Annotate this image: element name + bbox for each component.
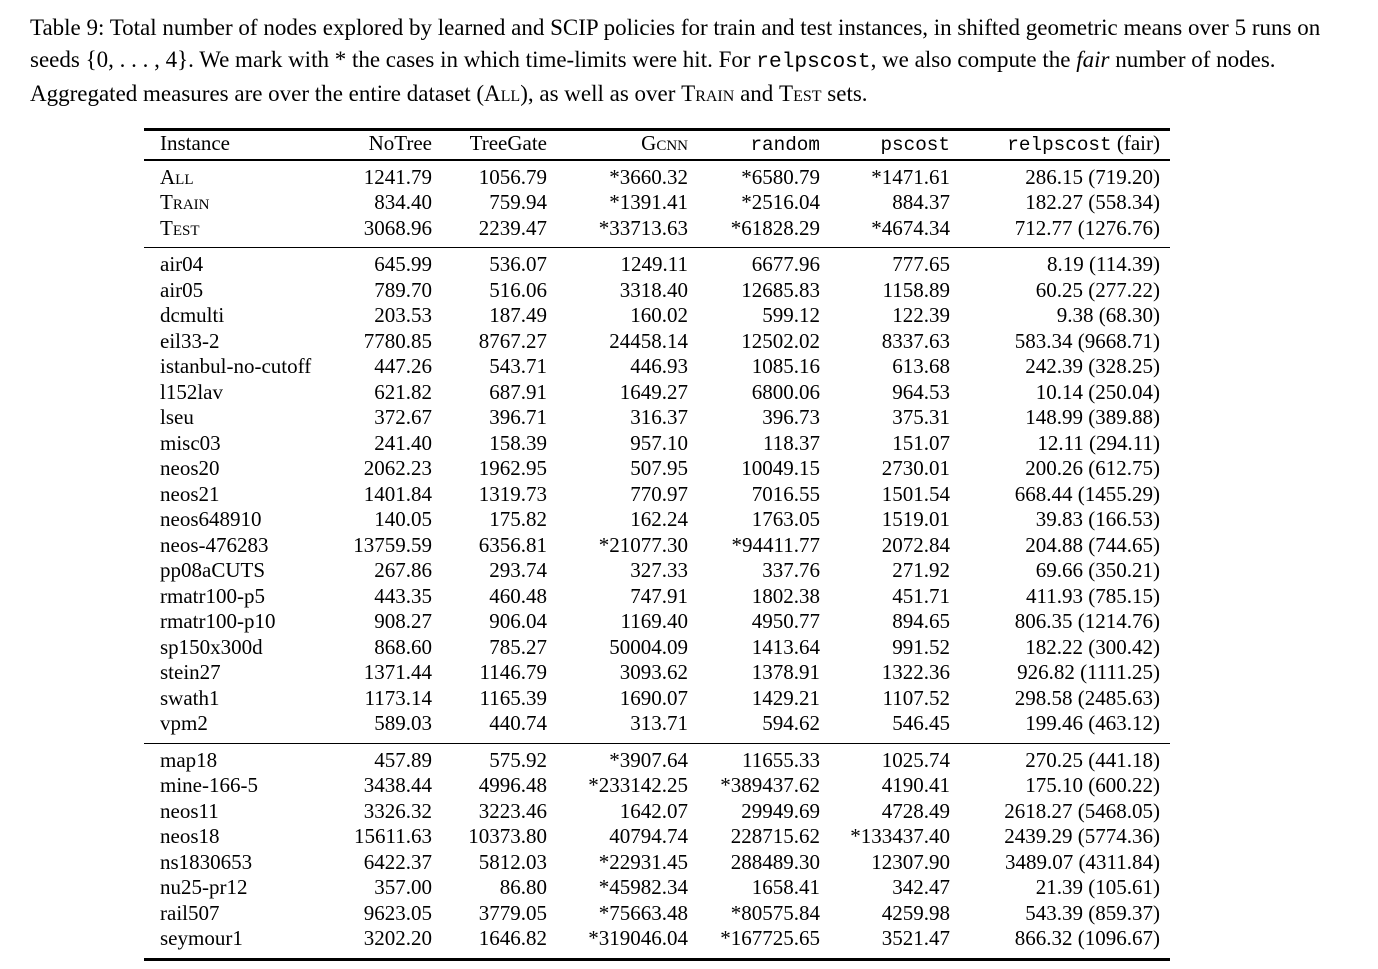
value-cell-random: 396.73 xyxy=(762,405,820,429)
value-cell-gcnn: 3093.62 xyxy=(619,660,688,684)
instance-name: neos18 xyxy=(160,824,220,848)
value-cell-relpscost: 298.58 (2485.63) xyxy=(1014,685,1160,710)
group-summary xyxy=(144,160,1170,248)
value-cell-random: *94411.77 xyxy=(731,532,820,557)
value-cell-gcnn: *33713.63 xyxy=(598,215,688,240)
caption-segment: Table 9: Total number of nodes explored by learned and SCIP policies for train and test instances, in shifted geometric means over 5 runs on seeds {0, . . . , 4}. We mark with * the cases in which time-limits were hit. For xyxy=(30,15,1321,72)
instance-name: All xyxy=(160,164,194,189)
value-cell-pscost: 451.71 xyxy=(892,583,950,608)
value-cell-treegate: 175.82 xyxy=(489,507,547,531)
value-cell-notree: 372.67 xyxy=(374,405,432,429)
value-cell-treegate: 785.27 xyxy=(489,634,547,659)
column-header-gcnn xyxy=(547,130,688,160)
value-cell-pscost: *1471.61 xyxy=(871,164,950,189)
value-cell-random: 29949.69 xyxy=(741,798,820,823)
value-cell-treegate: 86.80 xyxy=(499,875,547,899)
value-cell-notree: 1401.84 xyxy=(363,481,432,506)
value-cell-notree: 589.03 xyxy=(374,711,432,735)
value-cell-treegate: 460.48 xyxy=(489,583,547,608)
value-cell-random: 594.62 xyxy=(762,711,820,735)
instance-name: neos11 xyxy=(160,798,219,823)
value-cell-gcnn: *22931.45 xyxy=(598,849,688,874)
value-cell-notree: 457.89 xyxy=(374,747,432,772)
instance-name: neos21 xyxy=(160,481,220,506)
value-cell-notree: 267.86 xyxy=(374,558,432,582)
value-cell-relpscost: 148.99 (389.88) xyxy=(1025,405,1160,429)
value-cell-relpscost: 182.22 (300.42) xyxy=(1025,634,1160,659)
table-row-neos18 xyxy=(144,824,1170,850)
instance-name: l152lav xyxy=(160,379,223,404)
group-test xyxy=(144,743,1170,959)
value-cell-pscost: *4674.34 xyxy=(871,215,950,240)
column-header-label: NoTree xyxy=(368,131,432,155)
instance-name: Train xyxy=(160,190,210,214)
table-row-lseu xyxy=(144,405,1170,431)
value-cell-random: 4950.77 xyxy=(751,609,820,633)
value-cell-treegate: 8767.27 xyxy=(478,328,547,353)
value-cell-notree: 7780.85 xyxy=(363,328,432,353)
instance-name: stein27 xyxy=(160,660,221,684)
value-cell-random: 288489.30 xyxy=(730,849,820,874)
caption-segment: Test xyxy=(779,81,822,106)
value-cell-gcnn: *1391.41 xyxy=(609,190,688,214)
instance-name: nu25-pr12 xyxy=(160,875,248,899)
value-cell-gcnn: 162.24 xyxy=(630,507,688,531)
value-cell-random: *2516.04 xyxy=(741,190,820,214)
instance-name: ns1830653 xyxy=(160,849,253,874)
value-cell-treegate: 2239.47 xyxy=(478,215,547,240)
value-cell-random: 10049.15 xyxy=(741,456,820,480)
value-cell-relpscost: 286.15 (719.20) xyxy=(1025,164,1160,189)
instance-name: neos648910 xyxy=(160,507,262,531)
caption-segment: Train xyxy=(681,81,735,106)
value-cell-pscost: 991.52 xyxy=(892,634,950,659)
value-cell-relpscost: 543.39 (859.37) xyxy=(1025,900,1160,925)
value-cell-random: *6580.79 xyxy=(741,164,820,189)
value-cell-relpscost: 175.10 (600.22) xyxy=(1025,773,1160,797)
value-cell-random: 1763.05 xyxy=(751,507,820,531)
value-cell-notree: 3438.44 xyxy=(363,773,432,797)
table-row-pp08acuts xyxy=(144,558,1170,584)
value-cell-notree: 908.27 xyxy=(374,609,432,633)
value-cell-treegate: 516.06 xyxy=(489,277,547,302)
table-row-neos-476283 xyxy=(144,533,1170,559)
instance-name: lseu xyxy=(160,405,194,429)
value-cell-relpscost: 10.14 (250.04) xyxy=(1035,379,1160,404)
value-cell-notree: 15611.63 xyxy=(354,824,432,848)
table-row-test xyxy=(144,216,1170,248)
table-row-neos20 xyxy=(144,456,1170,482)
value-cell-treegate: 759.94 xyxy=(489,190,547,214)
value-cell-treegate: 1056.79 xyxy=(478,164,547,189)
value-cell-notree: 834.40 xyxy=(374,190,432,214)
table-row-mine-166-5 xyxy=(144,773,1170,799)
value-cell-pscost: 1025.74 xyxy=(881,747,950,772)
value-cell-treegate: 3779.05 xyxy=(478,900,547,925)
value-cell-treegate: 10373.80 xyxy=(468,824,547,848)
instance-name: sp150x300d xyxy=(160,634,263,659)
value-cell-treegate: 906.04 xyxy=(489,609,547,633)
value-cell-gcnn: 747.91 xyxy=(630,583,688,608)
value-cell-relpscost: 668.44 (1455.29) xyxy=(1014,481,1160,506)
value-cell-notree: 2062.23 xyxy=(363,456,432,480)
value-cell-notree: 13759.59 xyxy=(353,532,432,557)
instance-name: pp08aCUTS xyxy=(160,558,265,582)
value-cell-random: 1413.64 xyxy=(751,634,820,659)
value-cell-gcnn: 1649.27 xyxy=(619,379,688,404)
value-cell-treegate: 4996.48 xyxy=(478,773,547,797)
value-cell-pscost: 4259.98 xyxy=(881,900,950,925)
value-cell-treegate: 440.74 xyxy=(489,711,547,735)
column-header-notree xyxy=(314,130,432,160)
caption-segment: relpscost xyxy=(756,50,871,74)
value-cell-notree: 6422.37 xyxy=(363,849,432,874)
value-cell-random: *61828.29 xyxy=(730,215,820,240)
instance-name: rail507 xyxy=(160,900,220,925)
instance-name: swath1 xyxy=(160,685,220,710)
value-cell-relpscost: 60.25 (277.22) xyxy=(1035,277,1160,302)
value-cell-pscost: 122.39 xyxy=(892,303,950,327)
column-header-instance xyxy=(144,130,314,160)
value-cell-random: 6800.06 xyxy=(751,379,820,404)
instance-name: Test xyxy=(160,215,200,240)
value-cell-relpscost: 712.77 (1276.76) xyxy=(1014,215,1160,240)
value-cell-treegate: 293.74 xyxy=(489,558,547,582)
value-cell-treegate: 1165.39 xyxy=(479,685,547,710)
table-caption xyxy=(30,12,1352,110)
value-cell-treegate: 396.71 xyxy=(489,405,547,429)
table-row-neos21 xyxy=(144,482,1170,508)
value-cell-pscost: 271.92 xyxy=(892,558,950,582)
value-cell-gcnn: 446.93 xyxy=(630,354,688,378)
caption-segment: number of nodes. Aggregated measures are over the entire dataset ( xyxy=(30,47,1276,106)
table-row-stein27 xyxy=(144,660,1170,686)
value-cell-relpscost: 583.34 (9668.71) xyxy=(1014,328,1160,353)
value-cell-random: 1085.16 xyxy=(751,354,820,378)
table-row-rmatr100-p5 xyxy=(144,584,1170,610)
value-cell-relpscost: 242.39 (328.25) xyxy=(1025,354,1160,378)
caption-segment: All xyxy=(484,81,521,106)
value-cell-relpscost: 2618.27 (5468.05) xyxy=(1004,798,1160,823)
value-cell-pscost: 777.65 xyxy=(892,252,950,276)
value-cell-gcnn: 50004.09 xyxy=(609,634,688,659)
table-row-seymour1 xyxy=(144,926,1170,959)
value-cell-relpscost: 806.35 (1214.76) xyxy=(1014,609,1160,633)
value-cell-pscost: 1519.01 xyxy=(881,507,950,531)
column-header-label: relpscost xyxy=(1007,134,1112,156)
value-cell-treegate: 687.91 xyxy=(489,379,547,404)
value-cell-gcnn: 1690.07 xyxy=(619,685,688,710)
caption-segment: sets. xyxy=(821,81,868,106)
value-cell-notree: 357.00 xyxy=(374,875,432,899)
value-cell-notree: 140.05 xyxy=(374,507,432,531)
table-row-misc03 xyxy=(144,431,1170,457)
table-row-sp150x300d xyxy=(144,635,1170,661)
table-row-rail507 xyxy=(144,901,1170,927)
value-cell-gcnn: 507.95 xyxy=(630,456,688,480)
column-header-label: Gcnn xyxy=(641,131,688,155)
value-cell-relpscost: 9.38 (68.30) xyxy=(1056,303,1160,327)
value-cell-pscost: 884.37 xyxy=(892,190,950,214)
value-cell-gcnn: *3907.64 xyxy=(609,747,688,772)
column-header-label: pscost xyxy=(880,134,950,156)
value-cell-random: 1378.91 xyxy=(751,660,820,684)
header-row xyxy=(144,130,1170,160)
value-cell-relpscost: 69.66 (350.21) xyxy=(1035,558,1160,582)
value-cell-notree: 241.40 xyxy=(374,430,432,455)
table-row-map18 xyxy=(144,743,1170,773)
value-cell-notree: 447.26 xyxy=(374,354,432,378)
value-cell-gcnn: *45982.34 xyxy=(598,875,688,899)
value-cell-pscost: 151.07 xyxy=(892,430,950,455)
column-header-label: TreeGate xyxy=(469,131,547,155)
caption-segment: , we also compute the xyxy=(870,47,1077,72)
instance-name: mine-166-5 xyxy=(160,773,258,797)
value-cell-gcnn: 313.71 xyxy=(630,711,688,735)
table-row-swath1 xyxy=(144,686,1170,712)
value-cell-gcnn: 1642.07 xyxy=(619,798,688,823)
table-row-dcmulti xyxy=(144,303,1170,329)
value-cell-treegate: 5812.03 xyxy=(478,849,547,874)
value-cell-random: 599.12 xyxy=(762,303,820,327)
value-cell-pscost: 342.47 xyxy=(892,875,950,899)
column-header-random xyxy=(688,130,820,160)
value-cell-pscost: 546.45 xyxy=(892,711,950,735)
instance-name: misc03 xyxy=(160,430,221,455)
value-cell-pscost: 8337.63 xyxy=(881,328,950,353)
value-cell-notree: 3068.96 xyxy=(363,215,432,240)
table-row-neos11 xyxy=(144,799,1170,825)
value-cell-relpscost: 39.83 (166.53) xyxy=(1035,507,1160,531)
value-cell-gcnn: 327.33 xyxy=(630,558,688,582)
value-cell-treegate: 1646.82 xyxy=(478,926,547,950)
value-cell-treegate: 1146.79 xyxy=(479,660,547,684)
value-cell-gcnn: 1249.11 xyxy=(620,252,688,276)
value-cell-notree: 9623.05 xyxy=(363,900,432,925)
value-cell-pscost: *133437.40 xyxy=(850,824,950,848)
value-cell-relpscost: 200.26 (612.75) xyxy=(1025,456,1160,480)
value-cell-notree: 1371.44 xyxy=(363,660,432,684)
results-table-wrap xyxy=(144,128,1170,961)
value-cell-gcnn: 1169.40 xyxy=(620,609,688,633)
value-cell-relpscost: 21.39 (105.61) xyxy=(1035,875,1160,899)
value-cell-pscost: 1107.52 xyxy=(882,685,950,710)
value-cell-relpscost: 204.88 (744.65) xyxy=(1025,532,1160,557)
table-row-eil33-2 xyxy=(144,329,1170,355)
value-cell-pscost: 375.31 xyxy=(892,405,950,429)
value-cell-treegate: 158.39 xyxy=(489,430,547,455)
column-header-label: Instance xyxy=(160,131,230,155)
value-cell-gcnn: *3660.32 xyxy=(609,164,688,189)
table-row-l152lav xyxy=(144,380,1170,406)
value-cell-pscost: 1322.36 xyxy=(881,660,950,684)
caption-segment: ), as well as over xyxy=(520,81,682,106)
table-row-neos648910 xyxy=(144,507,1170,533)
value-cell-notree: 203.53 xyxy=(374,303,432,327)
value-cell-random: *389437.62 xyxy=(720,773,820,797)
value-cell-notree: 645.99 xyxy=(374,252,432,276)
table-row-vpm2 xyxy=(144,711,1170,743)
value-cell-notree: 789.70 xyxy=(374,277,432,302)
value-cell-relpscost: 182.27 (558.34) xyxy=(1025,190,1160,214)
value-cell-pscost: 3521.47 xyxy=(881,926,950,950)
value-cell-relpscost: 2439.29 (5774.36) xyxy=(1004,824,1160,848)
value-cell-notree: 3326.32 xyxy=(363,798,432,823)
table-row-air04 xyxy=(144,248,1170,278)
value-cell-random: 6677.96 xyxy=(751,252,820,276)
value-cell-relpscost: 3489.07 (4311.84) xyxy=(1005,849,1160,874)
instance-name: neos-476283 xyxy=(160,532,269,557)
instance-name: vpm2 xyxy=(160,711,208,735)
value-cell-notree: 1173.14 xyxy=(364,685,432,710)
value-cell-random: *167725.65 xyxy=(720,926,820,950)
results-table xyxy=(144,128,1170,961)
instance-name: map18 xyxy=(160,747,218,772)
caption-segment: fair xyxy=(1076,47,1110,72)
value-cell-gcnn: *319046.04 xyxy=(588,926,688,950)
value-cell-pscost: 1158.89 xyxy=(882,277,950,302)
value-cell-treegate: 536.07 xyxy=(489,252,547,276)
instance-name: air05 xyxy=(160,277,204,302)
value-cell-gcnn: 3318.40 xyxy=(619,277,688,302)
table-row-air05 xyxy=(144,278,1170,304)
table-row-train xyxy=(144,190,1170,216)
value-cell-treegate: 3223.46 xyxy=(478,798,547,823)
column-header-relpscost xyxy=(950,130,1170,160)
value-cell-random: 118.37 xyxy=(763,430,820,455)
value-cell-pscost: 894.65 xyxy=(892,609,950,633)
instance-name: rmatr100-p10 xyxy=(160,609,276,633)
value-cell-treegate: 6356.81 xyxy=(478,532,547,557)
value-cell-random: 12685.83 xyxy=(741,277,820,302)
value-cell-notree: 3202.20 xyxy=(363,926,432,950)
table-row-rmatr100-p10 xyxy=(144,609,1170,635)
value-cell-random: 1429.21 xyxy=(751,685,820,710)
value-cell-treegate: 543.71 xyxy=(489,354,547,378)
value-cell-pscost: 4728.49 xyxy=(881,798,950,823)
value-cell-gcnn: *21077.30 xyxy=(598,532,688,557)
instance-name: neos20 xyxy=(160,456,220,480)
value-cell-random: 11655.33 xyxy=(742,747,820,772)
instance-name: air04 xyxy=(160,252,204,276)
value-cell-random: 1658.41 xyxy=(751,875,820,899)
table-row-ns1830653 xyxy=(144,850,1170,876)
value-cell-gcnn: 957.10 xyxy=(630,430,688,455)
column-header-label: random xyxy=(750,134,820,156)
instance-name: seymour1 xyxy=(160,926,243,950)
value-cell-pscost: 964.53 xyxy=(892,379,950,404)
value-cell-gcnn: *233142.25 xyxy=(588,773,688,797)
value-cell-notree: 1241.79 xyxy=(363,164,432,189)
value-cell-random: *80575.84 xyxy=(730,900,820,925)
value-cell-pscost: 613.68 xyxy=(892,354,950,378)
value-cell-relpscost: 411.93 (785.15) xyxy=(1026,583,1160,608)
value-cell-treegate: 1319.73 xyxy=(478,481,547,506)
value-cell-relpscost: 926.82 (1111.25) xyxy=(1017,660,1160,684)
value-cell-notree: 868.60 xyxy=(374,634,432,659)
value-cell-gcnn: 24458.14 xyxy=(609,328,688,353)
column-header-treegate xyxy=(432,130,547,160)
value-cell-notree: 443.35 xyxy=(374,583,432,608)
value-cell-random: 337.76 xyxy=(762,558,820,582)
value-cell-gcnn: 160.02 xyxy=(630,303,688,327)
table-row-all xyxy=(144,160,1170,191)
value-cell-relpscost: 270.25 (441.18) xyxy=(1025,747,1160,772)
value-cell-pscost: 4190.41 xyxy=(881,773,950,797)
value-cell-pscost: 1501.54 xyxy=(881,481,950,506)
value-cell-random: 12502.02 xyxy=(741,328,820,353)
value-cell-notree: 621.82 xyxy=(374,379,432,404)
value-cell-random: 1802.38 xyxy=(751,583,820,608)
table-header xyxy=(144,130,1170,160)
instance-name: rmatr100-p5 xyxy=(160,583,265,608)
value-cell-treegate: 575.92 xyxy=(489,747,547,772)
value-cell-relpscost: 8.19 (114.39) xyxy=(1047,252,1160,276)
value-cell-relpscost: 12.11 (294.11) xyxy=(1037,430,1160,455)
value-cell-gcnn: 316.37 xyxy=(630,405,688,429)
value-cell-gcnn: *75663.48 xyxy=(598,900,688,925)
value-cell-treegate: 1962.95 xyxy=(478,456,547,480)
instance-name: eil33-2 xyxy=(160,328,220,353)
instance-name: dcmulti xyxy=(160,303,225,327)
value-cell-gcnn: 40794.74 xyxy=(609,824,688,848)
group-train xyxy=(144,248,1170,744)
value-cell-pscost: 12307.90 xyxy=(871,849,950,874)
value-cell-random: 7016.55 xyxy=(751,481,820,506)
value-cell-random: 228715.62 xyxy=(730,824,820,848)
value-cell-relpscost: 866.32 (1096.67) xyxy=(1014,926,1160,950)
column-header-suffix: (fair) xyxy=(1111,131,1160,155)
caption-segment: and xyxy=(734,81,780,106)
value-cell-treegate: 187.49 xyxy=(489,303,547,327)
table-row-istanbul-no-cutoff xyxy=(144,354,1170,380)
table-row-nu25-pr12 xyxy=(144,875,1170,901)
column-header-pscost xyxy=(820,130,950,160)
value-cell-gcnn: 770.97 xyxy=(630,481,688,506)
value-cell-pscost: 2730.01 xyxy=(881,456,950,480)
value-cell-pscost: 2072.84 xyxy=(881,532,950,557)
instance-name: istanbul-no-cutoff xyxy=(160,354,312,378)
value-cell-relpscost: 199.46 (463.12) xyxy=(1025,711,1160,735)
